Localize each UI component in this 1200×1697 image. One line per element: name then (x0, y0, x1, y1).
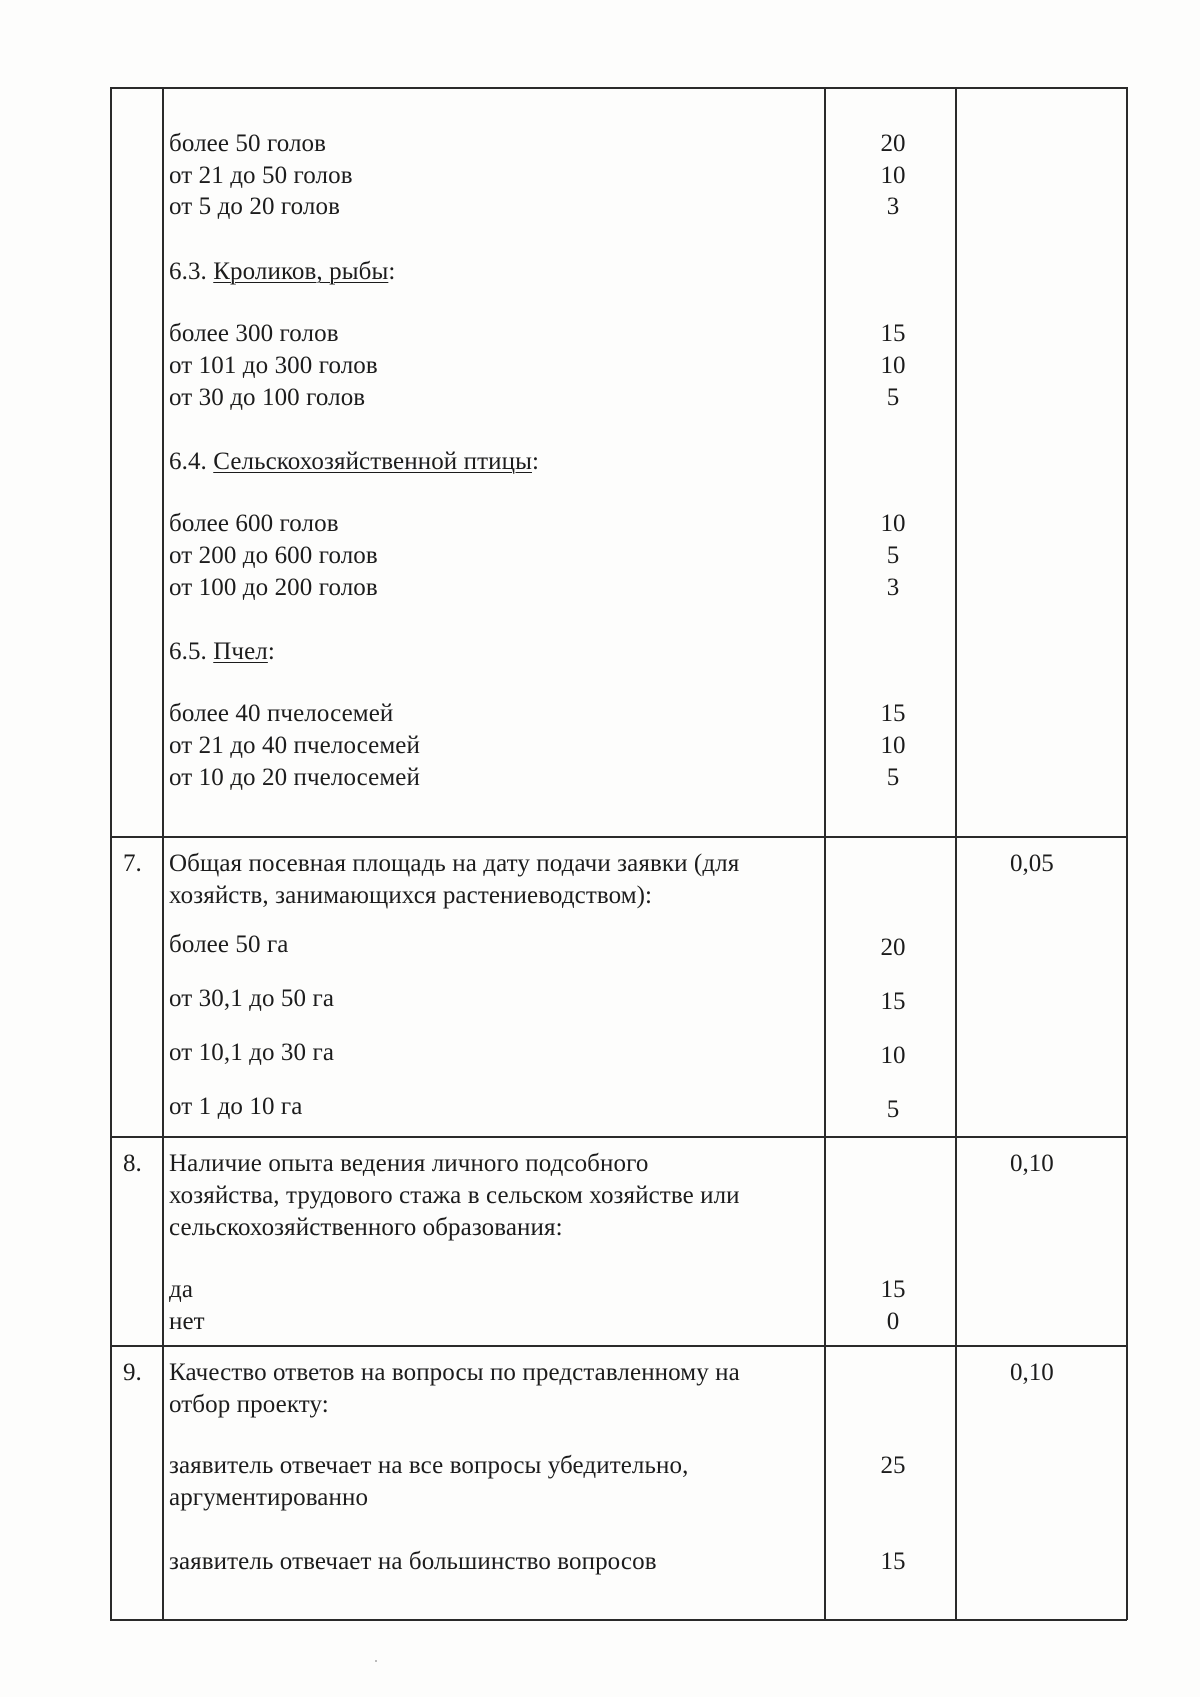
table-top-border (110, 87, 1127, 89)
criterion-line: от 30,1 до 50 га (169, 985, 335, 1012)
weight-coefficient: 0,10 (1010, 1150, 1054, 1177)
score-value: 20 (880, 934, 906, 961)
score-value: 15 (880, 988, 906, 1015)
score-value: 3 (886, 574, 900, 601)
score-value: 3 (886, 193, 900, 220)
criterion-line: более 50 голов (169, 130, 327, 157)
criterion-line: от 10,1 до 30 га (169, 1039, 335, 1066)
criterion-title: отбор проекту: (169, 1391, 329, 1418)
score-value: 5 (886, 1096, 900, 1123)
criterion-line: от 101 до 300 голов (169, 352, 378, 379)
criterion-title: Общая посевная площадь на дату подачи заявки (для (169, 850, 740, 877)
scan-speck (375, 1660, 377, 1662)
table-left-border (110, 87, 112, 1620)
criterion-line: более 40 пчелосемей (169, 700, 394, 727)
row-number: 9. (123, 1359, 142, 1386)
criterion-line: более 300 голов (169, 320, 339, 347)
column-divider-number (162, 87, 164, 1620)
score-value: 10 (880, 352, 906, 379)
row-divider-9 (110, 1345, 1127, 1347)
score-value: 25 (880, 1452, 906, 1479)
score-value: 5 (886, 764, 900, 791)
score-value: 5 (886, 384, 900, 411)
criterion-line: заявитель отвечает на все вопросы убедительно, (169, 1452, 689, 1479)
criterion-line: более 600 голов (169, 510, 339, 537)
score-value: 5 (886, 542, 900, 569)
criterion-title: сельскохозяйственного образования: (169, 1214, 563, 1241)
column-divider-weight (955, 87, 957, 1620)
score-value: 10 (880, 162, 906, 189)
score-value: 15 (880, 700, 906, 727)
criterion-line: заявитель отвечает на большинство вопросов (169, 1548, 657, 1575)
criterion-line: от 21 до 50 голов (169, 162, 353, 189)
criterion-line: да (169, 1276, 194, 1303)
criterion-line: от 21 до 40 пчелосемей (169, 732, 420, 759)
score-value: 15 (880, 320, 906, 347)
criterion-line: от 1 до 10 га (169, 1093, 303, 1120)
score-value: 15 (880, 1276, 906, 1303)
criterion-line: аргументированно (169, 1484, 369, 1511)
score-value: 10 (880, 732, 906, 759)
criterion-title: хозяйств, занимающихся растениеводством): (169, 882, 653, 909)
criterion-title: Наличие опыта ведения личного подсобного (169, 1150, 649, 1177)
criterion-line: от 30 до 100 голов (169, 384, 366, 411)
score-value: 10 (880, 510, 906, 537)
criterion-line: от 5 до 20 голов (169, 193, 340, 220)
row-divider-7 (110, 836, 1127, 838)
subsection-heading-poultry: 6.4. Сельскохозяйственной птицы: (169, 448, 540, 475)
subsection-heading-bees: 6.5. Пчел: (169, 638, 275, 665)
criterion-line: от 100 до 200 голов (169, 574, 378, 601)
row-divider-8 (110, 1136, 1127, 1138)
table-right-border (1126, 87, 1128, 1620)
weight-coefficient: 0,05 (1010, 850, 1054, 877)
criterion-title: Качество ответов на вопросы по представленному на (169, 1359, 740, 1386)
score-value: 15 (880, 1548, 906, 1575)
criterion-line: от 10 до 20 пчелосемей (169, 764, 420, 791)
row-number: 7. (123, 850, 142, 877)
table-bottom-border (110, 1619, 1127, 1621)
score-value: 10 (880, 1042, 906, 1069)
criterion-line: нет (169, 1308, 205, 1335)
score-value: 20 (880, 130, 906, 157)
row-number: 8. (123, 1150, 142, 1177)
score-value: 0 (886, 1308, 900, 1335)
criterion-title: хозяйства, трудового стажа в сельском хозяйстве или (169, 1182, 740, 1209)
criterion-line: более 50 га (169, 931, 289, 958)
column-divider-score (824, 87, 826, 1620)
subsection-heading-rabbits: 6.3. Кроликов, рыбы: (169, 258, 396, 285)
criterion-line: от 200 до 600 голов (169, 542, 378, 569)
weight-coefficient: 0,10 (1010, 1359, 1054, 1386)
